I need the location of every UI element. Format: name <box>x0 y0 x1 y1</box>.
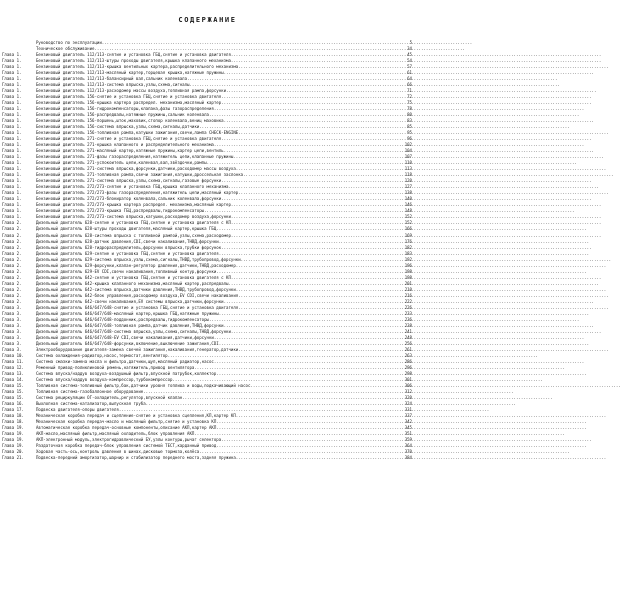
toc-entry-chapter: Глава 2. <box>2 232 22 238</box>
toc-entry-title: Дизельный двигатель 628-гидрораспределитель,форсунки впрыска,трубки форсунок <box>36 244 222 250</box>
toc-entry-title: Бензиновый двигатель 156-топливная рампа,катушки зажигания,свечи,лампа CHECK-ENGINE <box>36 130 239 136</box>
toc-entry-title: Система рециркуляции ОГ-охладитель,регулятор,впускной клапан <box>36 394 183 400</box>
toc-entry-chapter: Глава 1. <box>2 142 22 148</box>
toc-entry-page-number: 138 <box>404 190 412 196</box>
toc-entry-page-number: 34 <box>407 46 412 52</box>
toc-entry-page-number: 57 <box>407 64 412 70</box>
toc-entry-title: Дизельный двигатель 629-EV CDI,свечи накаливания,топливный контур,форсунки <box>36 268 217 274</box>
toc-entry-title: Система смазки-замена масла и фильтра,датчики,щуп,масляный радиатор,насос <box>36 358 214 364</box>
toc-entry-chapter: Глава 15. <box>2 388 24 394</box>
toc-entry-chapter: Глава 3. <box>2 304 22 310</box>
toc-entry-title: Дизельный двигатель 646/647/648-система впрыска,узлы,схема,сигналы,ТНВД,форсунки <box>36 328 231 334</box>
toc-entry-page-number: 176 <box>404 238 412 244</box>
toc-entry-page-number: 85 <box>407 124 412 130</box>
toc-entry-chapter: Глава 2. <box>2 256 22 262</box>
toc-entry <box>2 455 412 461</box>
toc-entry-chapter: Глава 1. <box>2 106 22 112</box>
toc-entry-chapter: Глава 16. <box>2 400 24 406</box>
toc-entry-page-number: 148 <box>404 208 412 214</box>
toc-entry-title: Дизельный двигатель 629-форсунки,клапан-регулятор давления,датчики,ТНВД,расходомер <box>36 262 236 268</box>
toc-entry-title: Электрооборудование двигателя-замена свечей зажигания,накаливания,генератор,датчики <box>36 346 239 352</box>
toc-entry-page-number: 301 <box>404 376 412 382</box>
toc-entry-title: Бензиновый двигатель 272/273-фазы газораспределения,натяжитель цепи,масляный картер <box>36 190 239 196</box>
toc-entry-title: Дизельный двигатель 646/647/648-поддонник,распредвалы,гидрокомпенсаторы <box>36 316 209 322</box>
toc-entry-chapter: Глава 1. <box>2 52 22 58</box>
toc-entry-page-number: 80 <box>407 112 412 118</box>
toc-entry-chapter: Глава 3. <box>2 340 22 346</box>
toc-entry-page-number: 66 <box>407 82 412 88</box>
toc-entry-page-number: 256 <box>404 340 412 346</box>
toc-entry-title: Бензиновый двигатель 271-система впрыска,узлы,схема,сигналы,газовые форсунки <box>36 178 222 184</box>
toc-entry-title: Бензиновый двигатель 272/273-крышка ГБЦ,распредвалы,гидрокомпенсаторы <box>36 208 205 214</box>
toc-entry-page-number: 324 <box>404 400 412 406</box>
toc-entry-title: Бензиновый двигатель 112/113-балансирный вал,сальник коленвала <box>36 76 188 82</box>
toc-entry-page-number: 241 <box>404 328 412 334</box>
toc-entry-page-number: 61 <box>407 70 412 76</box>
toc-entry-chapter: Глава 2. <box>2 220 22 226</box>
toc-entry-title: Дизельный двигатель 628-снятие и установка ГБЦ,снятие и установка двигателя с КП <box>36 220 231 226</box>
toc-entry-title: Механическая коробка передач-масло и масляный фильтр,снятие и установка КП <box>36 418 217 424</box>
toc-entry-title: Бензиновый двигатель 271-успокоитель цепи,коленвал,вал,звёздочки,рампы <box>36 160 207 166</box>
toc-entry-page-number: 45 <box>407 52 412 58</box>
toc-entry-page-number: 113 <box>404 166 412 172</box>
toc-entry-title: АКП-масло,масляный фильтр,масляный охладитель,блок управления АКП <box>36 431 195 437</box>
toc-entry-page-number: 222 <box>404 298 412 304</box>
toc-entry-chapter: Глава 1. <box>2 160 22 166</box>
toc-entry-chapter: Глава 3. <box>2 310 22 316</box>
toc-entry-title: Бензиновый двигатель 272/273-крышка картера распредел. механизма,масляный картер <box>36 202 231 208</box>
toc-entry-page-number: 107 <box>404 154 412 160</box>
toc-entry-page-number: 263 <box>404 352 412 358</box>
toc-entry-chapter: Глава 1. <box>2 208 22 214</box>
toc-entry-page-number: 201 <box>404 280 412 286</box>
toc-entry-chapter: Глава 3. <box>2 322 22 328</box>
toc-entry-page-number: 64 <box>407 76 412 82</box>
toc-entry-page-number: 236 <box>404 316 412 322</box>
toc-entry-chapter: Глава 1. <box>2 190 22 196</box>
toc-entry-chapter: Глава 19. <box>2 431 24 437</box>
toc-entry-chapter: Глава 10. <box>2 352 24 358</box>
toc-entry-title: Дизельный двигатель 646/647/648-масляный картер,крышка ГБЦ,натяжные пружины <box>36 310 219 316</box>
toc-entry-page-number: 102 <box>404 142 412 148</box>
toc-entry-page-number: 359 <box>404 437 412 443</box>
toc-entry-title: Механическая коробка передач и сцепление-снятие и установка сцепления,КП,картер КП <box>36 412 236 418</box>
toc-entry-page-number: 95 <box>407 130 412 136</box>
toc-entry-title: Техническое обслуживание <box>36 46 95 52</box>
toc-entry-page-number: 238 <box>404 322 412 328</box>
toc-entry-chapter: Глава 1. <box>2 76 22 82</box>
toc-entry-page-number: 183 <box>404 250 412 256</box>
toc-entry-chapter: Глава 13. <box>2 370 24 376</box>
toc-entry-chapter: Глава 1. <box>2 154 22 160</box>
toc-entry-page-number: 296 <box>404 364 412 370</box>
toc-entry-chapter: Глава 1. <box>2 148 22 154</box>
toc-entry-title: Бензиновый двигатель 272/273-система впрыска,катушки,расходомер воздуха,форсунки <box>36 214 231 220</box>
toc-entry-title: Бензиновый двигатель 271-снятие и установка ГБЦ,снятие и установка двигателя <box>36 136 222 142</box>
toc-entry-title: Подвеска-передний амортизатор,шарнир и стабилизатор переднего моста,задняя пружина <box>36 455 236 461</box>
toc-entry-chapter: Глава 3. <box>2 334 22 340</box>
toc-entry-page-number: 286 <box>404 358 412 364</box>
toc-entry-chapter: Глава 1. <box>2 202 22 208</box>
toc-entry-chapter: Глава 3. <box>2 346 22 352</box>
toc-entry-title: Бензиновый двигатель 112/113-масляный картер,торцевая крышка,натяжные пружины <box>36 70 224 76</box>
toc-entry-title: Бензиновый двигатель 112/113-штуры проходы двигателя,крышка клапанного механизма <box>36 58 231 64</box>
toc-entry-page-number: 110 <box>404 160 412 166</box>
toc-entry-chapter: Глава 21. <box>2 455 24 461</box>
toc-entry-chapter: Глава 19. <box>2 425 24 430</box>
toc-entry-title: Бензиновый двигатель 112/113-снятие и установка ГБЦ,снятие и установка двигателя <box>36 52 231 58</box>
toc-entry-page-number: 146 <box>404 202 412 208</box>
toc-entry-page-number: 83 <box>407 118 412 124</box>
toc-entry-title: Топливная система-топливный фильтр,бак,датчики уровня топлива и воды,подкачивающий насос <box>36 382 251 388</box>
page-title: СОДЕРЖАНИЕ <box>178 16 237 24</box>
toc-entry-chapter: Глава 1. <box>2 118 22 124</box>
toc-entry-chapter: Глава 2. <box>2 250 22 256</box>
toc-entry-leader-dots <box>236 455 400 461</box>
toc-entry-page-number: 196 <box>404 262 412 268</box>
toc-entry-title: Дизельный двигатель 642-снятие и установка ГБЦ,снятие и установка двигателя с КП <box>36 274 231 280</box>
toc-entry-chapter: Глава 2. <box>2 238 22 244</box>
toc-entry-chapter: Глава 2. <box>2 268 22 274</box>
toc-entry-chapter: Глава 1. <box>2 172 22 178</box>
toc-entry-page-number: 226 <box>404 304 412 310</box>
toc-entry-title: Бензиновый двигатель 112/113-расходомер массы воздуха,топливная рампа,форсунки <box>36 88 227 94</box>
toc-entry-page-number: 192 <box>404 256 412 262</box>
toc-entry-page-number: 104 <box>404 148 412 154</box>
toc-entry-chapter: Глава 1. <box>2 58 22 64</box>
toc-entry-page-number: 331 <box>404 406 412 412</box>
toc-entry-chapter: Глава 18. <box>2 418 24 424</box>
toc-entry-chapter: Глава 1. <box>2 82 22 88</box>
toc-entry-page-number: 384 <box>404 455 412 461</box>
toc-entry-chapter: Глава 2. <box>2 286 22 292</box>
toc-entry-page-number: 298 <box>404 370 412 376</box>
toc-entry-page-number: 71 <box>407 88 412 94</box>
toc-entry-title: Система охлаждения-радиатор,насос,термостат,вентилятор <box>36 352 168 358</box>
toc-entry-chapter: Глава 2. <box>2 244 22 250</box>
toc-entry-chapter: Глава 2. <box>2 298 22 304</box>
toc-entry-title: Бензиновый двигатель 271-система впрыска,форсунки,датчики,расходомер массы воздуха <box>36 166 236 172</box>
toc-entry-title: Бензиновый двигатель 271-фазы газораспределения,натяжитель цепи,клапанные пружины <box>36 154 234 160</box>
toc-entry-title: Раздаточная коробка передач-блок управления системой ТЕСТ,карданный привод <box>36 443 217 449</box>
toc-entry-page-number: 216 <box>404 292 412 298</box>
toc-entry-page-number: 351 <box>404 431 412 437</box>
toc-entry-chapter: Глава 2. <box>2 262 22 268</box>
toc-entry-title: Бензиновый двигатель 156-поршень,шток,маховик,стопор коленвала,вениц маховика <box>36 118 224 124</box>
toc-entry-title: Дизельный двигатель 646/647/648-топливная рампа,датчик давления,ТНВД,форсунки <box>36 322 224 328</box>
toc-entry-title: Дизельный двигатель 628-система впрыска с топливной рампой,узлы,схема,расходомер <box>36 232 231 238</box>
toc-entry-page-number: 342 <box>404 418 412 424</box>
toc-entry-page-number: 198 <box>404 268 412 274</box>
toc-entry-page-number: 320 <box>404 394 412 400</box>
toc-entry-title: Дизельный двигатель 629-снятие и установка ГБЦ,снятие и установка двигателя <box>36 250 219 256</box>
toc-entry-title: Бензиновый двигатель 272/273-снятие и установка ГБЦ,крышка клапанного механизма <box>36 184 229 190</box>
toc-entry-chapter: Глава 1. <box>2 70 22 76</box>
toc-entry-chapter: Глава 2. <box>2 226 22 232</box>
toc-entry-chapter: Глава 1. <box>2 214 22 220</box>
toc-entry-title: Дизельный двигатель 642-блок управления,расходомер воздуха,EV CDI,свечи накаливания <box>36 292 239 298</box>
toc-entry-title: Дизельный двигатель 646/647/648-снятие и установка ГБЦ,снятие и установка двигателя <box>36 304 239 310</box>
toc-entry-title: Бензиновый двигатель 156-снятие и установка ГБЦ,снятие и установка двигателя <box>36 94 222 100</box>
toc-entry-page-number: 72 <box>407 94 412 100</box>
toc-entry-title: Дизельный двигатель 642-свечи накаливания,EV системы впрыска,датчики,форсунки <box>36 298 224 304</box>
toc-entry-page-number: 75 <box>407 100 412 106</box>
toc-entry-title: Подвеска двигателя-опоры двигателя <box>36 406 119 412</box>
toc-entry-title: Бензиновый двигатель 271-топливная рампа,свечи зажигания,катушки,дроссельная заслонка <box>36 172 244 178</box>
toc-entry-page-number: 312 <box>404 388 412 394</box>
toc-entry-title: Дизельный двигатель 628-датчик давления,CDI,свечи накаливания,ТНВД,форсунки <box>36 238 219 244</box>
toc-entry-title: Бензиновый двигатель 156-система впрыска,узлы,схема,сигналы,датчики <box>36 124 200 130</box>
toc-entry-chapter: Глава 1. <box>2 196 22 202</box>
toc-entry-page-number: 152 <box>404 214 412 220</box>
toc-entry-chapter: Глава 17. <box>2 406 24 412</box>
toc-entry-page-number: 96 <box>407 136 412 142</box>
toc-entry-chapter: Глава 14. <box>2 376 24 382</box>
toc-entry-chapter: Глава 1. <box>2 124 22 130</box>
toc-entry-page-number: 78 <box>407 106 412 112</box>
toc-entry-page-number: 198 <box>404 274 412 280</box>
toc-entry-chapter: Глава 2. <box>2 274 22 280</box>
toc-entry-chapter: Глава 15. <box>2 382 24 388</box>
toc-entry-chapter: Глава 1. <box>2 94 22 100</box>
toc-entry-title: Бензиновый двигатель 156-крышка картера распредел. механизма,масляный картер <box>36 100 222 106</box>
toc-entry-page-number: 152 <box>404 220 412 226</box>
toc-entry-page-number: 345 <box>404 425 412 430</box>
toc-entry-title: Система впуска/наддув воздуха-воздушный фильтр,впускной патрубок,коллектор <box>36 370 217 376</box>
toc-entry-title: Дизельный двигатель 646/647/648-форсунки,включение,выключение зажигания,CDI <box>36 340 219 346</box>
toc-entry-title: Дизельный двигатель 629-система впрыска,узлы,схема,сигналы,ТНВД,трубопровод,форсунки <box>36 256 241 262</box>
toc-entry-chapter: Глава 1. <box>2 178 22 184</box>
toc-entry-chapter: Глава 3. <box>2 328 22 334</box>
toc-entry-title: Бензиновый двигатель 271-крышка клапанного и распределительного механизма <box>36 142 214 148</box>
toc-entry-page-number: 127 <box>404 184 412 190</box>
toc-entry-page-number: 166 <box>404 226 412 232</box>
toc-entry-page-number: 54 <box>407 58 412 64</box>
toc-entry-chapter: Глава 2. <box>2 292 22 298</box>
toc-entry-page-number: 337 <box>404 412 412 418</box>
toc-entry-chapter: Глава 1. <box>2 136 22 142</box>
toc-entry-chapter: Глава 1. <box>2 64 22 70</box>
toc-entry-page-number: 5 <box>409 40 412 45</box>
toc-entry-title: Дизельный двигатель 646/647/648-EV CDI,свечи накаливания,датчики,форсунки <box>36 334 214 340</box>
toc-entry-page-number: 233 <box>404 310 412 316</box>
toc-entry-chapter: Глава 11. <box>2 358 24 364</box>
toc-entry-title: Топливная система-газобаллонное оборудование <box>36 388 144 394</box>
toc-entry-title: Бензиновый двигатель 156-гидрокомпенсаторы,клапана,фазы газораспределения <box>36 106 214 112</box>
table-of-contents <box>2 40 412 461</box>
toc-entry-page-number: 169 <box>404 232 412 238</box>
toc-entry-title: Ходовая часть-ось,контроль давления в шинах,дисковые тормоза,колёса <box>36 449 200 455</box>
toc-entry-page-number: 210 <box>404 286 412 292</box>
toc-entry-title: Выхлопная система-катализатор,выпускная труба <box>36 400 146 406</box>
toc-entry-title: Система впуска/наддув воздуха-компрессор,турбокомпрессор <box>36 376 173 382</box>
toc-entry-chapter: Глава 20. <box>2 449 24 455</box>
toc-entry-page-number: 261 <box>404 346 412 352</box>
toc-entry-chapter: Глава 19. <box>2 443 24 449</box>
toc-entry-title: Автоматическая коробка передач-основные компоненты,описание АКП,картер АКП <box>36 425 217 430</box>
toc-entry-title: Ременный привод-поликлиновой ремень,натяжитель,привод вентилятора <box>36 364 195 370</box>
toc-entry-chapter: Глава 1. <box>2 88 22 94</box>
toc-entry-chapter: Глава 1. <box>2 166 22 172</box>
toc-entry-chapter: Глава 19. <box>2 437 24 443</box>
toc-entry-title: Бензиновый двигатель 112/113-крышка вентильных картера,распределительного механизма <box>36 64 239 70</box>
toc-entry-title: Дизельный двигатель 628-штуры проходы двигателя,масляный картер,крышка ГБЦ <box>36 226 217 232</box>
toc-entry-page-number: 118 <box>404 172 412 178</box>
toc-entry-chapter: Глава 15. <box>2 394 24 400</box>
toc-entry-page-number: 364 <box>404 443 412 449</box>
toc-entry-chapter: Глава 2. <box>2 280 22 286</box>
toc-entry-page-number: 120 <box>404 178 412 184</box>
toc-entry-title: АКП-электронный модуль,электрогидравлический БУ,узлы контуры,рычаг селектора <box>36 437 222 443</box>
toc-entry-title: Руководство по эксплуатации <box>36 40 102 45</box>
toc-entry-page-number: 306 <box>404 382 412 388</box>
toc-entry-page-number: 248 <box>404 334 412 340</box>
toc-entry-chapter: Глава 18. <box>2 412 24 418</box>
toc-entry-chapter: Глава 1. <box>2 112 22 118</box>
toc-entry-title: Дизельный двигатель 642-система впрыска,датчики давления,ТНВД,трубопровод,форсунки <box>36 286 236 292</box>
toc-entry-page-number: 370 <box>404 449 412 455</box>
toc-entry-title: Бензиновый двигатель 112/113-система впрыска,узлы,схема,сигналы <box>36 82 190 88</box>
toc-entry-title: Бензиновый двигатель 156-распредвалы,натяжные пружины,сальник коленвала <box>36 112 209 118</box>
toc-entry-page-number: 182 <box>404 244 412 250</box>
toc-entry-title: Бензиновый двигатель 271-масляный картер,натяжные пружины,картер цепи,вентиль <box>36 148 224 154</box>
toc-entry-page-number: 140 <box>404 196 412 202</box>
toc-entry-chapter: Глава 1. <box>2 130 22 136</box>
toc-entry-chapter: Глава 3. <box>2 316 22 322</box>
toc-entry-chapter: Глава 12. <box>2 364 24 370</box>
toc-entry-chapter: Глава 1. <box>2 184 22 190</box>
toc-entry-title: Бензиновый двигатель 272/273-блокиратор коленвала,сальник коленвала,форсунки <box>36 196 222 202</box>
toc-entry-chapter: Глава 1. <box>2 100 22 106</box>
toc-entry-title: Дизельный двигатель 642-крышка клапанного механизма,масляный картер,распредвалы <box>36 280 229 286</box>
